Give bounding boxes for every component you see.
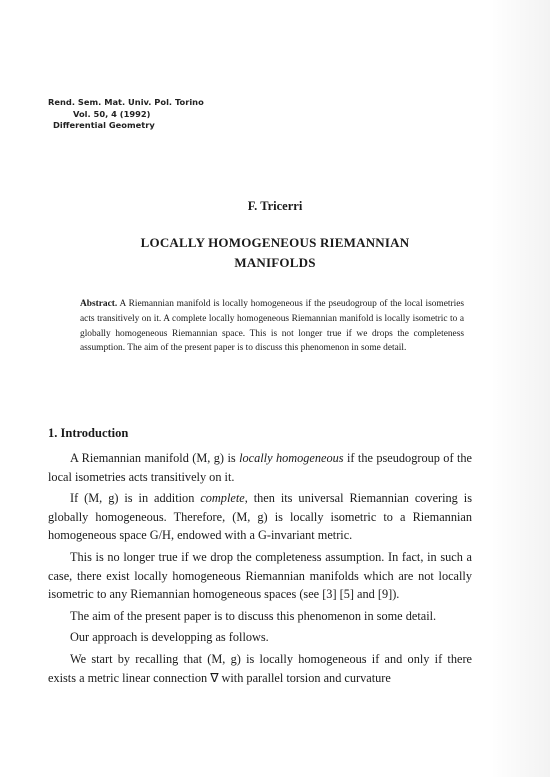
p1-emphasis: locally homogeneous [239, 451, 344, 465]
title-line-1: LOCALLY HOMOGENEOUS RIEMANNIAN [140, 235, 410, 250]
paragraph-3: This is no longer true if we drop the completeness assumption. In fact, in such a case, there exist locally homogeneous Riemannian manifolds which are not locally isometric to any Riemannian homogeneous spaces (see [3] [5] and [9]). [48, 549, 472, 602]
section-heading: 1. Introduction [48, 426, 129, 440]
abstract [80, 297, 464, 356]
paragraph-5: Our approach is developping as follows. [70, 630, 269, 645]
scan-shadow [490, 0, 550, 777]
paragraph-1 [48, 449, 472, 486]
journal-volume: Vol. 50, 4 (1992) [73, 108, 151, 119]
p2-text-a: If (M, g) is in addition [70, 491, 201, 506]
abstract-text: A Riemannian manifold is locally homogeneous if the pseudogroup of the local isometries acts transitively on it. A complete locally homogeneous Riemannian manifold is locally isometric to a globally homogeneous Riemannian space. This is not longer true if we drops the completeness assumption. The aim of the present paper is to discuss this phenomenon in some detail. [80, 299, 465, 354]
p1-text-a: A Riemannian manifold (M, g) is [70, 451, 240, 465]
p2-text-b: , then its universal Riemannian covering is globally homogeneous. Therefore, (M, g) is locally isometric to a Riemannian homogeneous space G/H, endowed with a G-invariant metric. [48, 491, 472, 543]
paragraph-6: We start by recalling that (M, g) is locally homogeneous if and only if there exists a metric linear connection ∇ with parallel torsion and curvature [48, 651, 472, 685]
paragraph-4: The aim of the present paper is to discuss this phenomenon in some detail. [70, 608, 437, 623]
p2-emphasis: complete [200, 491, 245, 506]
paper-title [60, 233, 490, 273]
p1-text-b: if the pseudogroup of the local isometries acts transitively on it. [48, 451, 472, 484]
title-line-2: MANIFOLDS [234, 255, 316, 270]
body-text [48, 449, 472, 687]
journal-name: Rend. Sem. Mat. Univ. Pol. Torino [48, 97, 204, 107]
abstract-label: Abstract. [80, 299, 118, 309]
author-name: F. Tricerri [247, 199, 303, 213]
paragraph-2 [48, 489, 472, 545]
journal-header [48, 97, 228, 132]
journal-subject: Differential Geometry [53, 120, 155, 130]
